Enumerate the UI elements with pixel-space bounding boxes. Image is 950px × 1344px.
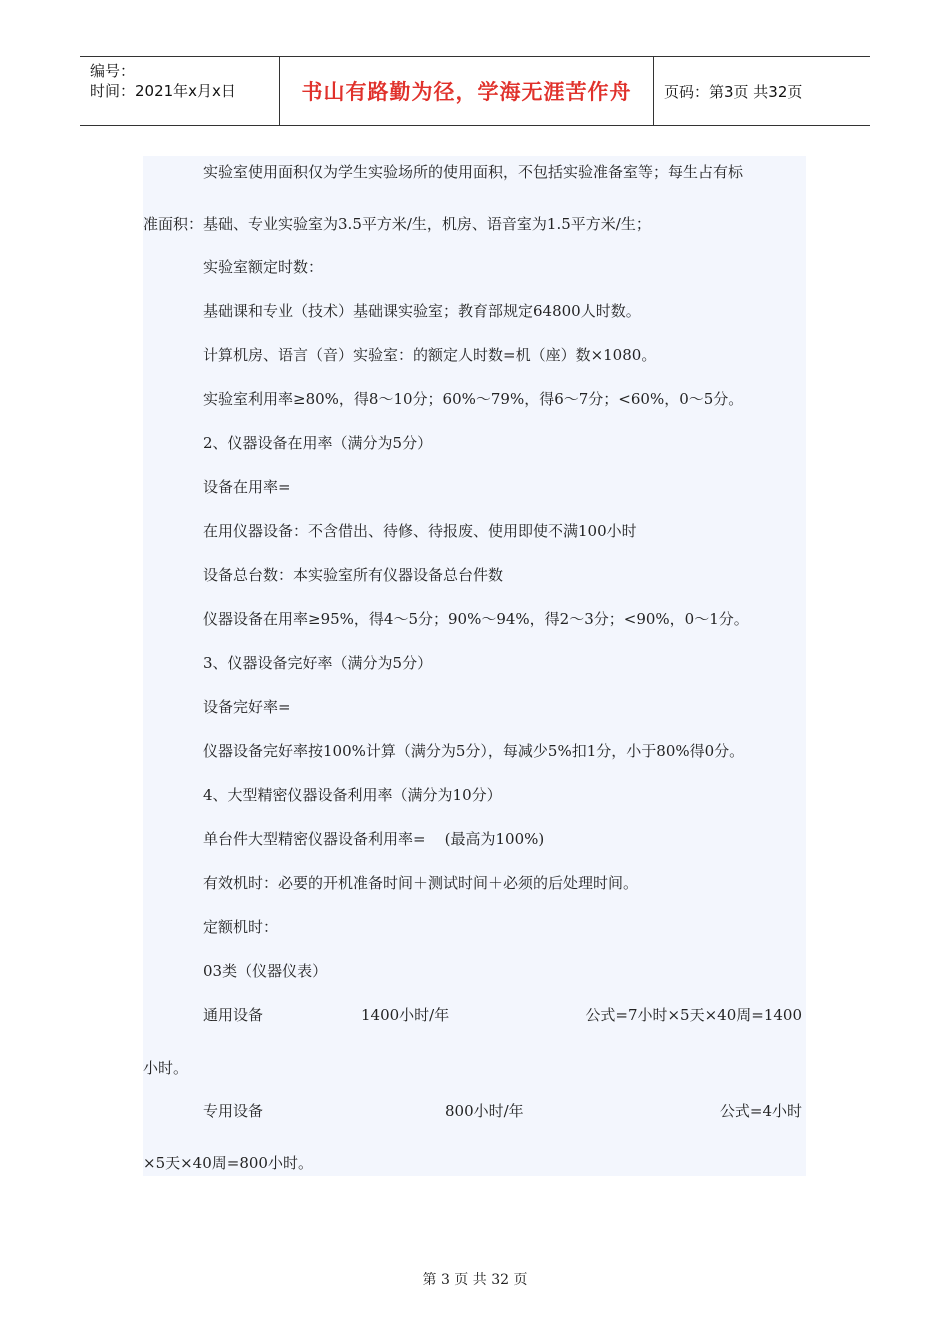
text-line: 03类（仪器仪表） [203, 962, 328, 980]
content-area [143, 156, 806, 1176]
special-equipment-hours: 800小时/年 [445, 1102, 524, 1120]
special-equipment-name: 专用设备 [203, 1102, 264, 1120]
header-meta [80, 57, 280, 125]
text-line: 准面积：基础、专业实验室为3.5平方米/生，机房、语音室为1.5平方米/生； [143, 215, 651, 233]
text-line: 实验室使用面积仅为学生实验场所的使用面积，不包括实验准备室等；每生占有标 [203, 163, 744, 181]
text-line: 基础课和专业（技术）基础课实验室；教育部规定64800人时数。 [203, 302, 641, 320]
text-line: 在用仪器设备：不含借出、待修、待报废、使用即使不满100小时 [203, 522, 637, 540]
text-line: 3、仪器设备完好率（满分为5分） [203, 654, 433, 672]
text-line: 2、仪器设备在用率（满分为5分） [203, 434, 433, 452]
text-line: 计算机房、语言（音）实验室：的额定人时数=机（座）数×1080。 [203, 346, 657, 364]
special-equipment-formula-cont: ×5天×40周=800小时。 [143, 1154, 313, 1172]
date-label: 时间：2021年x月x日 [90, 82, 236, 100]
text-line: 4、大型精密仪器设备利用率（满分为10分） [203, 786, 502, 804]
general-equipment-formula: 公式=7小时×5天×40周=1400 [585, 1006, 802, 1024]
general-equipment-hours: 1400小时/年 [361, 1006, 450, 1024]
text-line: 设备完好率= [203, 698, 291, 716]
general-equipment-name: 通用设备 [203, 1006, 264, 1024]
text-line: 有效机时：必要的开机准备时间＋测试时间＋必须的后处理时间。 [203, 874, 639, 892]
text-line: 设备总台数：本实验室所有仪器设备总台件数 [203, 566, 504, 584]
general-equipment-formula-cont: 小时。 [143, 1059, 189, 1077]
number-label: 编号： [90, 62, 136, 80]
text-line: 仪器设备完好率按100%计算（满分为5分），每减少5%扣1分，小于80%得0分。 [203, 742, 745, 760]
text-line: 单台件大型精密仪器设备利用率= (最高为100%) [203, 830, 545, 848]
text-line: 实验室额定时数： [203, 258, 324, 276]
header-page-info: 页码：第3页 共32页 [664, 82, 803, 101]
special-equipment-formula: 公式=4小时 [719, 1102, 802, 1120]
text-line: 实验室利用率≥80%，得8～10分；60%～79%，得6～7分；<60%，0～5分。 [203, 390, 744, 408]
page-footer: 第 3 页 共 32 页 [422, 1272, 528, 1288]
text-line: 设备在用率= [203, 478, 291, 496]
text-line: 仪器设备在用率≥95%，得4～5分；90%～94%，得2～3分；<90%，0～1分。 [203, 610, 749, 628]
header-motto: 书山有路勤为径，学海无涯苦作舟 [280, 57, 654, 125]
document-header [80, 56, 870, 126]
text-line: 定额机时： [203, 918, 279, 936]
